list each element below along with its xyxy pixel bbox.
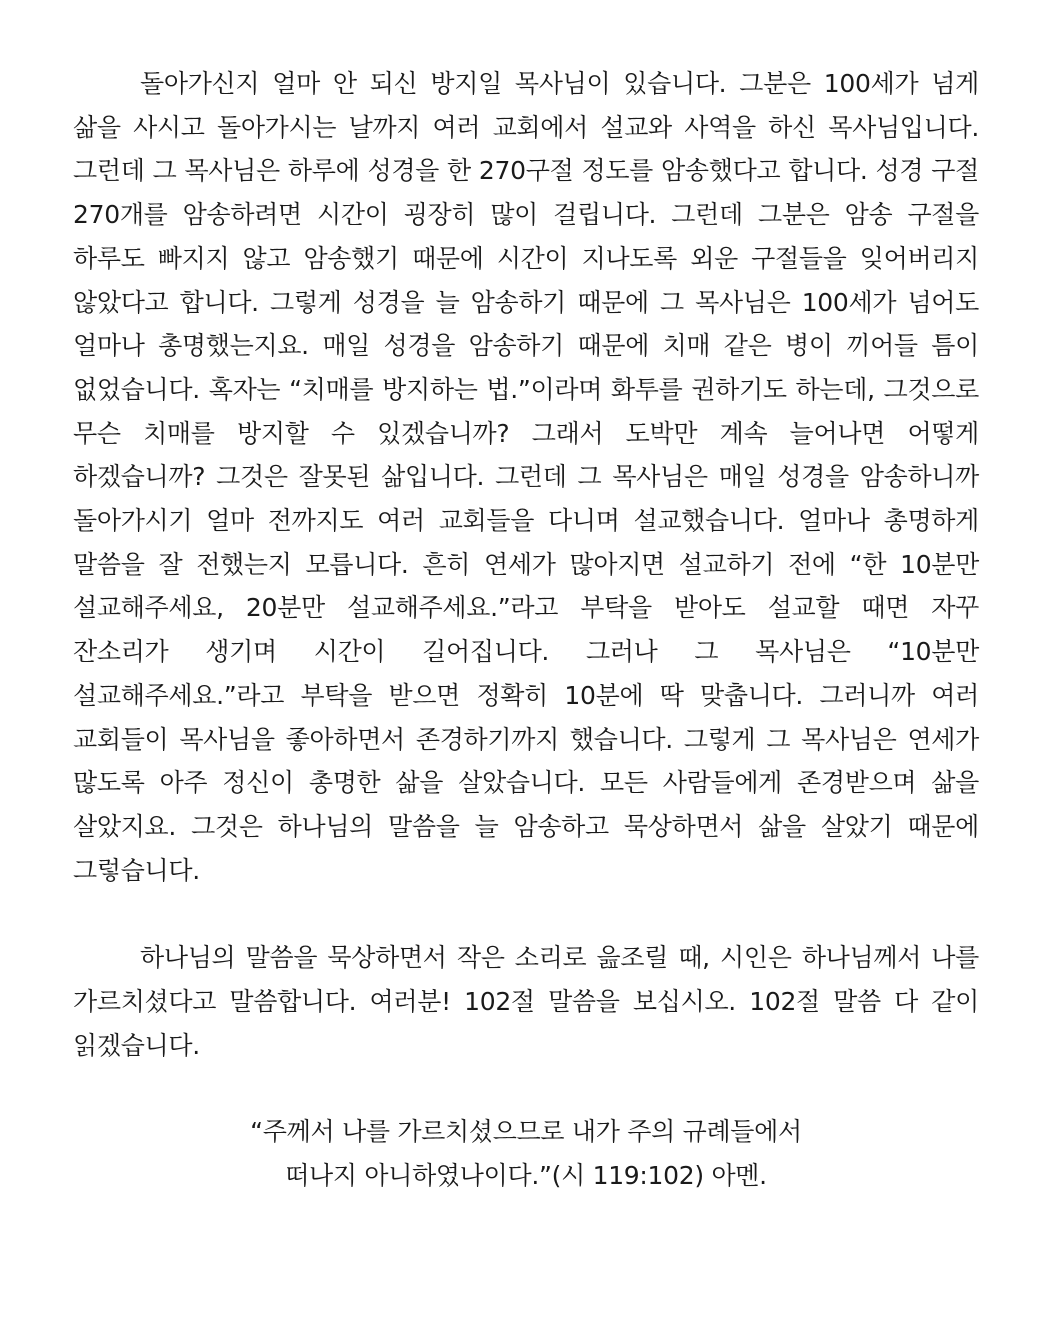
body-paragraph-1: 돌아가신지 얼마 안 되신 방지일 목사님이 있습니다. 그분은 100세가 넘게 삶을 사시고 돌아가시는 날까지 여러 교회에서 설교와 사역을 하신 목사님입니다. 그런데 그 목사님은 하루에 성경을 한 270구절 정도를 암송했다고 합니다. 성경 구절 270개를 암송하려면 시간이 굉장히 많이 걸립니다. 그런데 그분은 암송 구절을 하루도 빠지지 않고 암송했기 때문에 시간이 지나도록 외운 구절들을 잊어버리지 않았다고 합니다. 그렇게 성경을 늘 암송하기 때문에 그 목사님은 100세가 넘어도 얼마나 총명했는지요. 매일 성경을 암송하기 때문에 치매 같은 병이 끼어들 틈이 없었습니다. 혹자는 “치매를 방지하는 법.”이라며 화투를 권하기도 하는데, 그것으로 무슨 치매를 방지할 수 있겠습니까? 그래서 도박만 계속 늘어나면 어떻게 하겠습니까? 그것은 잘못된 삶입니다. 그런데 그 목사님은 매일 성경을 암송하니까 돌아가시기 얼마 전까지도 여러 교회들을 다니며 설교했습니다. 얼마나 총명하게 말씀을 잘 전했는지 모릅니다. 흔히 연세가 많아지면 설교하기 전에 “한 10분만 설교해주세요, 20분만 설교해주세요.”라고 부탁을 받아도 설교할 때면 자꾸 잔소리가 생기며 시간이 길어집니다. 그러나 그 목사님은 “10분만 설교해주세요.”라고 부탁을 받으면 정확히 10분에 딱 맞춥니다. 그러니까 여러 교회들이 목사님을 좋아하면서 존경하기까지 했습니다. 그렇게 그 목사님은 연세가 많도록 아주 정신이 총명한 삶을 살았습니다. 모든 사람들에게 존경받으며 삶을 살았지요. 그것은 하나님의 말씀을 늘 암송하고 묵상하면서 삶을 살았기 때문에 그렇습니다. <box>73 69 979 885</box>
scripture-quote-line-2: 떠나지 아니하였나이다.”(시 119:102) 아멘. <box>285 1161 767 1191</box>
document-page <box>73 62 979 1198</box>
body-paragraph-2: 하나님의 말씀을 묵상하면서 작은 소리로 읊조릴 때, 시인은 하나님께서 나를 가르치셨다고 말씀합니다. 여러분! 102절 말씀을 보십시오. 102절 말씀 다 같이 읽겠습니다. <box>73 943 979 1060</box>
scripture-quote-line-1: “주께서 나를 가르치셨으므로 내가 주의 규례들에서 <box>250 1117 802 1147</box>
scripture-quote <box>73 1110 979 1197</box>
